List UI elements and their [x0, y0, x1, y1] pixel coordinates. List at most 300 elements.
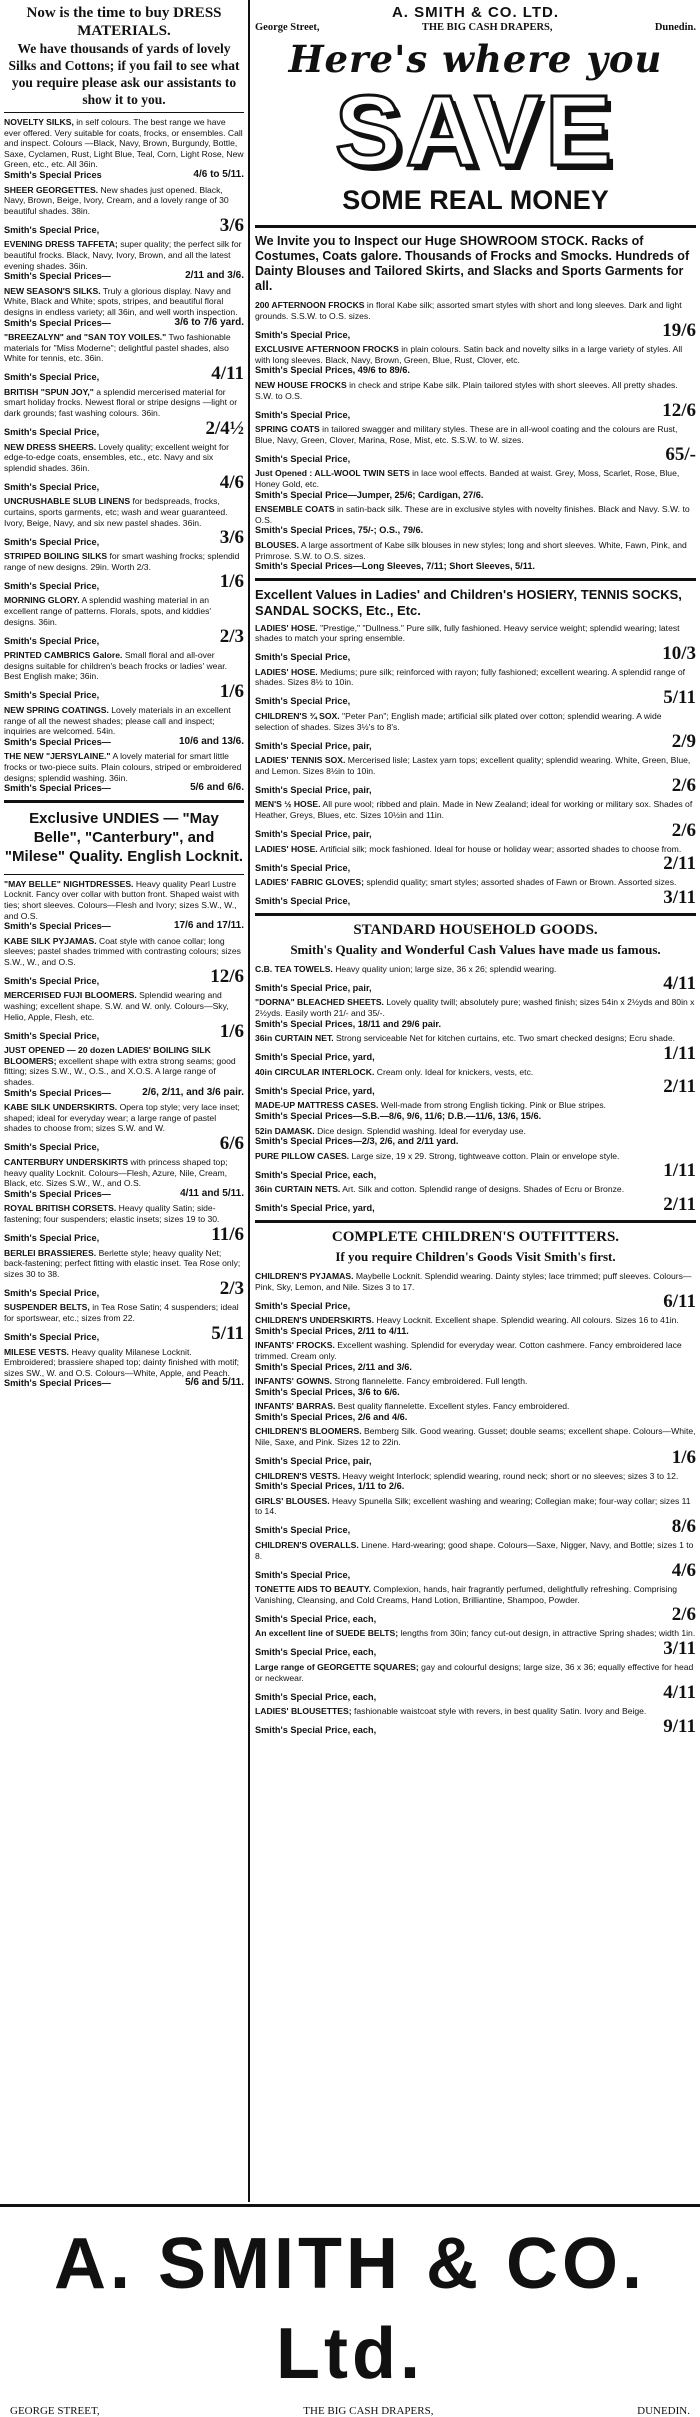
- price-line: [4, 1088, 244, 1099]
- column-divider: [248, 0, 250, 2202]
- list-item: [4, 1302, 244, 1342]
- item-description: gay and colourful designs; large size, 36 x 36; equally effective for head or neckwear.: [255, 1662, 694, 1683]
- price-label: Smith's Special Prices, 75/-; O.S., 79/6.: [255, 525, 424, 536]
- price-value: 3/6: [219, 215, 244, 237]
- list-item: [255, 1315, 696, 1336]
- item-description: Well-made from strong English ticking. Pink or Blue stripes.: [380, 1100, 607, 1111]
- price-value: 4/11: [663, 1682, 696, 1704]
- price-line: [4, 528, 244, 547]
- price-label: Smith's Special Price,: [4, 1142, 100, 1153]
- intro-text: We have thousands of yards of lovely Silks and Cottons; if you fail to see what you require please ask our assistants to show it to you.: [8, 41, 240, 107]
- footer-drapers: THE BIG CASH DRAPERS,: [303, 2405, 434, 2417]
- item-description: Excellent washing. Splendid for everyday wear. Cotton cashmere. Fancy embroidered lace trimmed. Cream only.: [255, 1340, 682, 1361]
- dress-materials-list: [4, 117, 244, 794]
- price-line: [255, 732, 696, 751]
- price-line: [4, 1225, 244, 1244]
- item-title: MERCERISED FUJI BLOOMERS.: [4, 990, 137, 1001]
- price-line: [4, 627, 244, 646]
- price-label: Smith's Special Price,: [4, 1331, 100, 1342]
- list-item: [255, 1401, 696, 1422]
- item-description: Heavy quality Satin; side-fastening; four suspenders; elastic insets; sizes 19 to 30.: [4, 1203, 220, 1224]
- item-description: for bedspreads, frocks, curtains, sports garments, etc; wash and wear guaranteed. Ivory, Beige, Navy, and six new pastel shades. 36in.: [4, 496, 228, 528]
- item-description: Mediums; pure silk; reinforced with rayon; fully fashioned; excellent wearing. A splendid range of shades. Sizes 8½ to 10in.: [255, 666, 686, 688]
- item-title: "MAY BELLE" NIGHTDRESSES.: [4, 878, 134, 889]
- price-label: Smith's Special Prices—: [4, 921, 111, 932]
- item-description: Two fashionable materials for "Miss Moderne"; delightful pastel shades, also White for tennis, etc. 36in.: [4, 332, 231, 364]
- item-description: "Prestige," "Dullness." Pure silk, fully fashioned. Heavy service weight; splendid wearing; latest shades to match your spring ensemble.: [255, 622, 680, 644]
- price-label: Smith's Special Prices—: [4, 1087, 111, 1098]
- item-title: INFANTS' GOWNS.: [255, 1376, 332, 1387]
- price-line: [4, 1022, 244, 1041]
- price-line: [4, 921, 244, 932]
- price-line: [4, 1134, 244, 1153]
- household-subtitle: Smith's Quality and Wonderful Cash Values have made us famous.: [290, 941, 661, 957]
- some-real-money: SOME REAL MONEY: [342, 185, 609, 215]
- item-title: NEW SEASON'S SILKS.: [4, 285, 101, 296]
- list-item: [255, 424, 696, 464]
- price-line: [4, 682, 244, 701]
- price-line: [255, 1412, 696, 1423]
- price-line: [255, 1561, 696, 1580]
- item-title: ENSEMBLE COATS: [255, 504, 335, 515]
- list-item: [255, 1584, 696, 1624]
- children-subtitle: If you require Children's Goods Visit Smith's first.: [335, 1248, 616, 1264]
- showroom-intro: We Invite you to Inspect our Huge SHOWROOM STOCK. Racks of Costumes, Coats galore. Thousands of Frocks and Smocks. Hundreds of Dainty Blouses and Tailored Skirts, and Slacks and Sports Garments for all.: [255, 234, 690, 293]
- children-list: [255, 1271, 696, 1736]
- item-title: LADIES' HOSE.: [255, 666, 318, 677]
- price-label: Smith's Special Prices, 3/6 to 6/6.: [255, 1386, 400, 1397]
- list-item: [255, 1662, 696, 1702]
- list-item: [255, 300, 696, 340]
- item-title: JUST OPENED — 20 dozen LADIES' BOILING SILK BLOOMERS;: [4, 1045, 211, 1066]
- price-label: Smith's Special Price, pair,: [255, 829, 372, 840]
- price-label: Smith's Special Price,: [4, 1232, 100, 1243]
- list-item: [4, 705, 244, 747]
- price-value: 2/11: [663, 1076, 696, 1098]
- item-title: LADIES' TENNIS SOX.: [255, 755, 346, 766]
- list-item: [255, 1471, 696, 1492]
- list-item: [255, 1376, 696, 1397]
- price-label: Smith's Special Price,: [255, 329, 351, 340]
- item-title: LADIES' FABRIC GLOVES;: [255, 877, 364, 888]
- item-description: super quality; the perfect silk for beautiful frocks. Black, Navy, Ivory, Brown, and all the latest evening shades. 36in.: [4, 239, 242, 271]
- item-description: Strong flannelette. Fancy embroidered. Full length.: [334, 1376, 528, 1387]
- item-title: MEN'S ½ HOSE.: [255, 799, 321, 810]
- price-value: 9/11: [663, 1715, 696, 1737]
- item-description: in satin-back silk. These are in exclusive styles with novelty finishes. Black and Navy. S.W. to O.S.: [255, 504, 690, 525]
- price-line: [4, 1378, 244, 1389]
- price-value: 2/3: [219, 626, 244, 648]
- price-label: Smith's Special Prices—: [4, 317, 111, 328]
- item-title: 200 AFTERNOON FROCKS: [255, 300, 365, 310]
- item-title: 36in CURTAIN NET.: [255, 1033, 334, 1044]
- price-label: Smith's Special Price,: [255, 453, 351, 464]
- footer-city: DUNEDIN.: [637, 2405, 690, 2417]
- divider: [255, 913, 696, 916]
- item-title: NOVELTY SILKS,: [4, 117, 74, 127]
- item-title: BRITISH "SPUN JOY,": [4, 386, 94, 397]
- price-value: 2/6: [671, 1604, 696, 1626]
- price-line: [255, 365, 696, 376]
- item-description: New shades just opened. Black, Navy, Brown, Beige, Ivory, Cream, and a lovely range of 30 beautiful shades. 38in.: [4, 184, 229, 216]
- item-description: Small floral and all-over designs suitable for children's beach frocks or ladies' wear. Best English make; 36in.: [4, 650, 228, 682]
- list-item: [255, 667, 696, 707]
- price-value: 4/6: [671, 1560, 696, 1582]
- price-line: [255, 1292, 696, 1311]
- price-line: [255, 1448, 696, 1467]
- list-item: [255, 623, 696, 663]
- item-description: A large assortment of Kabe silk blouses in new styles; long and short sleeves. White, Fawn, Pink, and Primrose. S.W. to O.S. sizes.: [255, 539, 687, 561]
- item-title: EVENING DRESS TAFFETA;: [4, 239, 118, 250]
- item-title: LADIES' HOSE.: [255, 843, 318, 854]
- item-description: Lovely quality twill; absolutely pure; washed finish; sizes 54in x 2½yds and 80in x 2½yds. Easily worth 21/- and 35/-.: [255, 997, 695, 1018]
- item-description: in plain colours. Satin back and novelty silks in a large variety of styles. All with long sleeves. Black, Navy, Brown, Green, Blue, Rust, Clover, etc.: [255, 344, 683, 365]
- list-item: [255, 1184, 696, 1214]
- list-item: [4, 332, 244, 383]
- price-value: 5/11: [211, 1322, 244, 1344]
- item-description: Truly a glorious display. Navy and White, Black and White; spots, stripes, and beautiful floral designs in endless variety; all 36in, and well worth inspection.: [4, 285, 238, 317]
- price-value: 2/6, 2/11, and 3/6 pair.: [142, 1086, 244, 1098]
- list-item: [4, 1157, 244, 1199]
- price-line: [255, 1044, 696, 1063]
- price-value: 4/11: [211, 362, 244, 384]
- item-description: lengths from 30in; fancy cut-out design, in attractive Spring shades; width 1in.: [400, 1628, 696, 1639]
- item-title: 36in CURTAIN NETS.: [255, 1184, 341, 1195]
- price-value: 5/6 and 6/6.: [190, 782, 244, 794]
- price-label: Smith's Special Prices, 1/11 to 2/6.: [255, 1481, 405, 1492]
- item-title: MADE-UP MATTRESS CASES.: [255, 1100, 379, 1111]
- price-value: 17/6 and 17/11.: [173, 920, 244, 932]
- list-item: [4, 239, 244, 281]
- price-line: [255, 1326, 696, 1337]
- item-description: Art. Silk and cotton. Splendid range of designs. Shades of Ecru or Bronze.: [342, 1184, 625, 1195]
- price-value: 2/4½: [205, 417, 244, 439]
- price-line: [255, 1517, 696, 1536]
- item-title: NEW DRESS SHEERS.: [4, 441, 97, 452]
- price-value: 2/11: [663, 853, 696, 875]
- price-value: 5/11: [663, 687, 696, 709]
- item-title: KABE SILK PYJAMAS.: [4, 935, 97, 946]
- price-value: 3/6 to 7/6 yard.: [174, 316, 244, 328]
- list-item: [4, 496, 244, 547]
- price-label: Smith's Special Price, each,: [255, 1647, 377, 1658]
- price-value: 11/6: [211, 1223, 244, 1245]
- price-value: 2/6: [671, 775, 696, 797]
- price-label: Smith's Special Prices—S.B.—8/6, 9/6, 11/6; D.B.—11/6, 13/6, 15/6.: [255, 1110, 542, 1121]
- price-line: [255, 1362, 696, 1373]
- item-description: Heavy quality Pearl Lustre Locknit. Fancy over collar with button front. Shaped waist with ties; short sleeves. Colours—Flesh and Ivory; sizes S.W., W., and O.S.: [4, 878, 240, 921]
- price-label: Smith's Special Prices, 2/11 and 3/6.: [255, 1361, 412, 1372]
- price-label: Smith's Special Price,: [255, 1569, 351, 1580]
- price-label: Smith's Special Price,: [255, 1300, 351, 1311]
- price-label: Smith's Special Price,: [4, 1287, 100, 1298]
- household-list: [255, 964, 696, 1214]
- item-title: CHILDREN'S BLOOMERS.: [255, 1426, 362, 1437]
- price-value: 8/6: [671, 1516, 696, 1538]
- list-item: [4, 650, 244, 701]
- price-value: 1/6: [219, 1021, 244, 1043]
- price-label: Smith's Special Price,: [255, 409, 351, 420]
- price-value: 1/11: [663, 1160, 696, 1182]
- list-item: [4, 1347, 244, 1389]
- item-title: PRINTED CAMBRICS Galore.: [4, 650, 123, 661]
- household-title: STANDARD HOUSEHOLD GOODS.: [353, 921, 598, 938]
- price-line: [255, 1136, 696, 1147]
- footer-street: GEORGE STREET,: [10, 2405, 100, 2417]
- price-label: Smith's Special Price,: [255, 896, 351, 907]
- item-title: CANTERBURY UNDERSKIRTS: [4, 1157, 129, 1167]
- divider: [4, 874, 244, 875]
- price-line: [255, 1077, 696, 1096]
- price-label: Smith's Special Price,: [4, 372, 100, 383]
- price-label: Smith's Special Prices—2/3, 2/6, and 2/11 yard.: [255, 1136, 459, 1147]
- list-item: [4, 117, 244, 181]
- item-title: PURE PILLOW CASES.: [255, 1150, 350, 1161]
- price-line: [4, 1279, 244, 1298]
- price-value: 12/6: [662, 400, 696, 422]
- price-line: [255, 321, 696, 340]
- intro-title: Now is the time to buy DRESS MATERIALS.: [26, 5, 222, 39]
- item-title: SPRING COATS: [255, 424, 320, 435]
- price-line: [255, 644, 696, 663]
- list-item: [4, 879, 244, 932]
- list-item: [255, 1067, 696, 1097]
- drapers: THE BIG CASH DRAPERS,: [421, 22, 553, 33]
- list-item: [4, 1102, 244, 1153]
- item-title: "BREEZALYN" and "SAN TOY VOILES.": [4, 332, 167, 343]
- price-value: 10/6 and 13/6.: [178, 735, 244, 747]
- undies-title: Exclusive UNDIES — "May Belle", "Canterbury", and "Milese" Quality. English Locknit.: [4, 809, 244, 865]
- item-title: CHILDREN'S PYJAMAS.: [255, 1270, 354, 1281]
- item-description: splendid quality; smart styles; assorted shades of Fawn or Brown. Assorted sizes.: [366, 877, 677, 888]
- price-line: [4, 1189, 244, 1200]
- price-label: Smith's Special Prices, 2/11 to 4/11.: [255, 1325, 409, 1336]
- item-description: Linene. Hard-wearing; good shape. Colours—Saxe, Nigger, Navy, and Bottle; sizes 1 to 8.: [255, 1540, 694, 1561]
- list-item: [4, 442, 244, 493]
- price-line: [4, 572, 244, 591]
- item-description: Heavy Spunella Silk; excellent washing and wearing; Collegian make; four-way collar; sizes 11 to 14.: [255, 1495, 691, 1517]
- price-label: Smith's Special Price,: [255, 1525, 351, 1536]
- list-item: [255, 877, 696, 907]
- list-item: [255, 1033, 696, 1063]
- price-label: Smith's Special Prices—: [4, 271, 111, 282]
- item-description: Strong serviceable Net for kitchen curtains, etc. Two smart checked designs; Ecru shade.: [336, 1033, 675, 1044]
- item-description: Complexion, hands, hair fragrantly perfumed, delightfully refreshing. Comprising Vanishing, Cleansing, and Cold Creams, Hand Lotion, Brilliantine, Shampoo, Powder.: [255, 1584, 678, 1605]
- item-description: Cream only. Ideal for knickers, vests, etc.: [376, 1066, 534, 1077]
- item-title: BLOUSES.: [255, 539, 299, 550]
- list-item: [255, 1340, 696, 1372]
- price-label: Smith's Special Prices, 49/6 to 89/6.: [255, 365, 410, 376]
- price-label: Smith's Special Price,: [4, 635, 100, 646]
- price-line: [255, 1161, 696, 1180]
- list-item: [255, 1100, 696, 1121]
- price-label: Smith's Special Price,: [4, 427, 100, 438]
- price-line: [4, 318, 244, 329]
- price-value: 3/6: [219, 527, 244, 549]
- price-line: [255, 1195, 696, 1214]
- price-label: Smith's Special Price, pair,: [255, 1456, 372, 1467]
- price-value: 2/11 and 3/6.: [185, 270, 244, 282]
- price-value: 1/11: [663, 1042, 696, 1064]
- list-item: [255, 1496, 696, 1536]
- undies-list: [4, 879, 244, 1389]
- item-description: fashionable waistcoat style with revers, in best quality Satin. Ivory and Beige.: [353, 1706, 647, 1717]
- list-item: [255, 344, 696, 376]
- price-value: 65/-: [665, 444, 696, 466]
- item-title: "DORNA" BLEACHED SHEETS.: [255, 997, 384, 1008]
- price-line: [255, 888, 696, 907]
- list-item: [255, 711, 696, 751]
- price-value: 3/11: [663, 1638, 696, 1659]
- price-value: 1/6: [219, 680, 244, 702]
- price-line: [4, 419, 244, 438]
- item-title: STRIPED BOILING SILKS: [4, 551, 108, 562]
- price-label: Smith's Special Price, each,: [255, 1725, 377, 1736]
- price-value: 2/6: [671, 819, 696, 841]
- divider: [4, 112, 244, 113]
- price-label: Smith's Special Prices: [4, 169, 102, 180]
- list-item: [255, 997, 696, 1029]
- divider: [255, 225, 696, 228]
- item-title: GIRLS' BLOUSES.: [255, 1495, 330, 1506]
- price-label: Smith's Special Price,: [4, 690, 100, 701]
- item-description: Splendid wearing and washing; excellent shape. S.W. and W. only. Colours—Sky, Helio, Apple, Flesh, etc.: [4, 990, 229, 1022]
- list-item: [4, 936, 244, 987]
- price-label: Smith's Special Prices—Long Sleeves, 7/11; Short Sleeves, 5/11.: [255, 561, 535, 572]
- price-line: [255, 1717, 696, 1736]
- item-description: Berlette style; heavy quality Net; back-fastening; perfect fitting with elastic inset. Tea Rose only; sizes 30 to 38.: [4, 1247, 241, 1279]
- price-label: Smith's Special Price, pair,: [255, 740, 372, 751]
- price-label: Smith's Special Prices, 18/11 and 29/6 pair.: [255, 1018, 442, 1029]
- list-item: [4, 1045, 244, 1098]
- price-label: Smith's Special Prices, 2/6 and 4/6.: [255, 1411, 408, 1422]
- save-headline: SAVE: [335, 75, 616, 187]
- item-title: CHILDREN'S VESTS.: [255, 1470, 341, 1481]
- item-description: in self colours. The best range we have ever offered. Very suitable for coats, frocks, or ensembles. Call and inspect. Colours —Black, Navy, Brown, Burgundy, Bottle, Saxe, Cyclamen, Rust, Light Blue, Teal, Corn, Light Rose, New Green, etc., etc. All 36in.: [4, 117, 244, 170]
- item-description: Coat style with canoe collar; long sleeves; pastel shades trimmed with contrasting colours; sizes S.W., W., and O.S.: [4, 935, 241, 967]
- list-item: [4, 595, 244, 646]
- item-description: A splendid washing material in an excellent range of patterns. Florals, spots, and kiddies' designs. 36in.: [4, 595, 212, 627]
- footer: [0, 2204, 700, 2417]
- item-description: in lace wool effects. Banded at waist. Grey, Moss, Scarlet, Rose, Blue, Honey Gold, etc.: [255, 468, 680, 489]
- item-title: LADIES' HOSE.: [255, 622, 318, 633]
- item-title: CHILDREN'S UNDERSKIRTS.: [255, 1315, 375, 1326]
- price-line: [255, 1605, 696, 1624]
- price-line: [4, 783, 244, 794]
- price-label: Smith's Special Price, pair,: [255, 982, 372, 993]
- item-title: INFANTS' FROCKS.: [255, 1340, 335, 1351]
- price-label: Smith's Special Price,: [4, 975, 100, 986]
- item-description: Artificial silk; mock fashioned. Ideal for house or holiday wear; assorted shades to choose from.: [319, 843, 682, 854]
- item-description: Lovely quality; excellent weight for edge-to-edge coats, ensembles, etc., etc. Navy and six splendid shades. 36in.: [4, 441, 229, 473]
- price-value: 4/6: [219, 472, 244, 494]
- price-label: Smith's Special Price, yard,: [255, 1085, 375, 1096]
- item-description: A lovely material for smart little frocks or two-piece suits. Plain colours, striped or embroidered designs; splendid washing. 36in.: [4, 751, 242, 783]
- list-item: [255, 1126, 696, 1147]
- price-value: 3/11: [663, 886, 696, 908]
- list-item: [255, 468, 696, 500]
- list-item: [255, 1271, 696, 1311]
- price-label: Smith's Special Price,: [4, 536, 100, 547]
- list-item: [4, 751, 244, 793]
- price-label: Smith's Special Price, each,: [255, 1691, 377, 1702]
- list-item: [255, 799, 696, 839]
- price-label: Smith's Special Price—Jumper, 25/6; Cardigan, 27/6.: [255, 489, 484, 500]
- price-line: [255, 821, 696, 840]
- price-line: [4, 271, 244, 282]
- price-label: Smith's Special Price,: [255, 652, 351, 663]
- price-value: 1/6: [219, 571, 244, 593]
- list-item: [255, 1540, 696, 1580]
- item-title: MORNING GLORY.: [4, 595, 80, 606]
- item-title: NEW HOUSE FROCKS: [255, 379, 347, 390]
- item-description: Maybelle Locknit. Splendid wearing. Dainty styles; lace trimmed; puff sleeves. Colours—Pink, Sky, Lemon, and Nile. Sizes 3 to 17.: [255, 1270, 692, 1292]
- item-title: 40in CIRCULAR INTERLOCK.: [255, 1066, 375, 1077]
- price-line: [4, 967, 244, 986]
- price-line: [255, 1683, 696, 1702]
- list-item: [4, 1248, 244, 1299]
- item-description: with princess shaped top; heavy quality Locknit. Colours—Flesh, Azure, Nile, Cream, Black, etc. Sizes S.W., W., and O.S.: [4, 1157, 228, 1189]
- company-header: [255, 4, 696, 21]
- price-label: Smith's Special Price,: [4, 224, 100, 235]
- price-label: Smith's Special Price,: [255, 862, 351, 873]
- item-description: Best quality flannelette. Excellent styles. Fancy embroidered.: [337, 1401, 570, 1412]
- item-description: Large size, 19 x 29. Strong, tightweave cotton. Plain or envelope style.: [351, 1150, 620, 1161]
- item-description: Heavy Locknit. Excellent shape. Splendid wearing. All colours. Sizes 16 to 41in.: [376, 1315, 679, 1326]
- list-item: [255, 1628, 696, 1658]
- list-item: [255, 964, 696, 994]
- item-description: Dice design. Splendid washing. Ideal for everyday use.: [317, 1125, 526, 1136]
- divider: [255, 1220, 696, 1223]
- divider: [4, 800, 244, 803]
- list-item: [255, 755, 696, 795]
- price-line: [255, 1639, 696, 1658]
- list-item: [255, 1426, 696, 1466]
- item-description: Bemberg Silk. Good wearing. Gusset; double seams; excellent shape. Colours—White, Nile, Saxe, and Pink. Sizes 12 to 22in.: [255, 1426, 696, 1448]
- item-title: C.B. TEA TOWELS.: [255, 963, 333, 974]
- price-value: 19/6: [662, 320, 696, 342]
- item-title: LADIES' BLOUSETTES;: [255, 1706, 352, 1717]
- item-title: CHILDREN'S OVERALLS.: [255, 1540, 359, 1551]
- price-value: 10/3: [662, 642, 696, 664]
- item-title: An excellent line of SUEDE BELTS;: [255, 1628, 399, 1639]
- item-description: All pure wool; ribbed and plain. Made in New Zealand; ideal for working or military sox. Shades of Heather, Greys, Blues, etc. Sizes 10½in and 11in.: [255, 799, 693, 821]
- item-title: Just Opened : ALL-WOOL TWIN SETS: [255, 468, 410, 479]
- price-line: [255, 688, 696, 707]
- showroom-list: [255, 300, 696, 572]
- price-label: Smith's Special Price, yard,: [255, 1052, 375, 1063]
- price-line: [4, 364, 244, 383]
- price-value: 6/6: [219, 1133, 244, 1154]
- price-line: [255, 525, 696, 536]
- price-label: Smith's Special Prices—: [4, 783, 111, 794]
- item-description: Heavy weight Interlock; splendid wearing, round neck; short or no sleeves; sizes 3 to 12.: [342, 1470, 679, 1481]
- price-value: 4/11: [663, 973, 696, 995]
- item-title: INFANTS' BARRAS.: [255, 1401, 336, 1412]
- item-title: Large range of GEORGETTE SQUARES;: [255, 1662, 419, 1672]
- price-label: Smith's Special Price, each,: [255, 1169, 377, 1180]
- footer-address: [0, 2405, 700, 2417]
- price-value: 2/3: [219, 1278, 244, 1300]
- slogan: Here's where you: [288, 37, 663, 81]
- price-line: [4, 1324, 244, 1343]
- price-label: Smith's Special Price, yard,: [255, 1203, 375, 1214]
- item-title: CHILDREN'S ¾ SOX.: [255, 711, 340, 722]
- list-item: [255, 540, 696, 572]
- item-title: MILESE VESTS.: [4, 1346, 69, 1357]
- price-label: Smith's Special Price, each,: [255, 1613, 377, 1624]
- list-item: [4, 551, 244, 591]
